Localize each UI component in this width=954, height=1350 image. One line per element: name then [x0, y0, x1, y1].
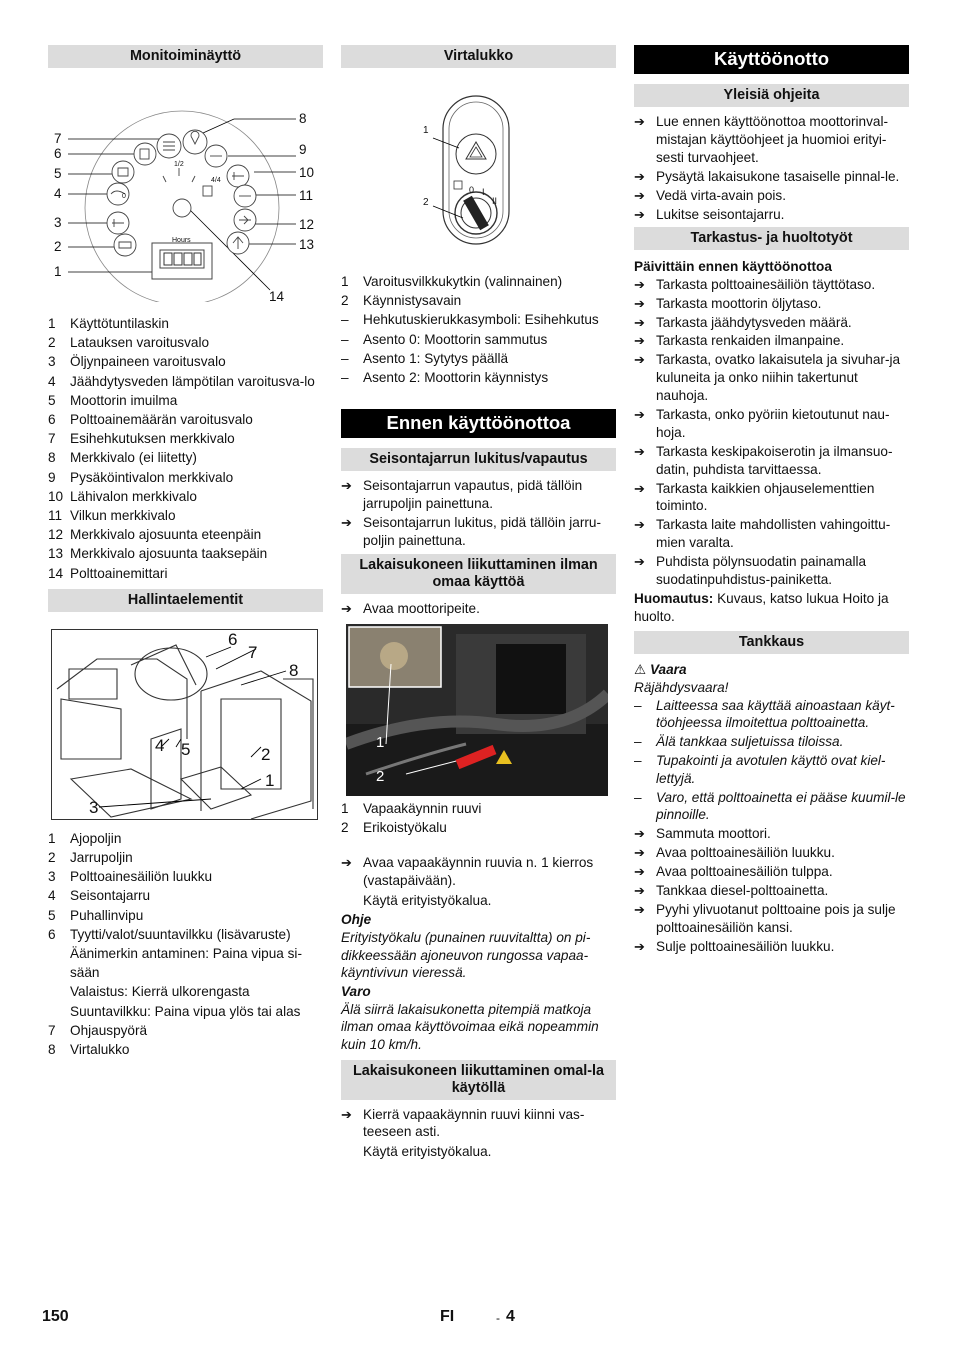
key-callout-1: 1 — [423, 125, 429, 136]
ignition-lock-illustration — [341, 68, 616, 248]
item-text: Jäähdytysveden lämpötilan varoitusva-lo — [70, 373, 315, 389]
item-number: 10 — [48, 488, 64, 504]
arrow-icon: ➔ — [341, 515, 352, 530]
move-step-open-hood: ➔ Avaa moottoripeite. — [341, 600, 480, 616]
list-item — [48, 544, 323, 563]
note-text: Erityistyökalu (punainen ruuvitaltta) on pi-dikkeessään ajoneuvon rungossa vapaa-käyntivivun vieressä. — [341, 929, 591, 981]
arrow-icon: ➔ — [634, 845, 645, 861]
dash-text: Älä tankkaa suljetuissa tiloissa. — [656, 734, 844, 750]
step-item — [634, 187, 909, 205]
arrow-icon: ➔ — [634, 276, 645, 292]
step-text: Pyyhi ylivuotanut polttoaine pois ja sulje polttoainesäiliön kansi. — [656, 902, 896, 936]
step-text: Tarkasta, onko pyöriin kietoutunut nau-hoja. — [656, 407, 890, 440]
item-number: 4 — [48, 888, 56, 904]
list-item — [48, 1021, 323, 1040]
column-3 — [634, 45, 909, 957]
item-number: 6 — [48, 926, 56, 942]
danger-subtitle: Räjähdysvaara! — [634, 680, 729, 696]
language-code: FI — [440, 1308, 455, 1325]
step-text: Tarkasta jäähdytysveden määrä. — [656, 314, 852, 330]
dash-item — [634, 733, 909, 751]
step-item — [634, 443, 909, 479]
item-text: Puhallinvipu — [70, 907, 144, 923]
key-position-1: I — [482, 187, 485, 197]
item-text: Polttoainesäiliön luukku — [70, 869, 213, 885]
controls-callout-4: 4 — [155, 735, 165, 755]
arrow-icon: ➔ — [634, 443, 645, 459]
list-item — [48, 410, 323, 429]
item-number: 2 — [341, 293, 349, 309]
heading-startup: Käyttöönotto — [634, 45, 909, 74]
item-text: Tyytti/valot/suuntavilkku (lisävaruste) — [70, 926, 291, 942]
step-item — [634, 206, 909, 224]
item-text: Polttoainemäärän varoitusvalo — [70, 412, 253, 428]
callout-13: 13 — [299, 237, 315, 252]
list-item — [341, 291, 616, 310]
step-item — [634, 276, 909, 294]
arrow-icon: ➔ — [634, 407, 645, 423]
list-item — [48, 564, 323, 583]
list-item — [48, 867, 323, 886]
brake-step-list — [341, 477, 616, 549]
note-title: Ohje — [341, 911, 372, 927]
item-text: Moottorin imuilma — [70, 392, 178, 408]
heading-parking-brake: Seisontajarrun lukitus/vapautus — [341, 448, 616, 471]
callout-6: 6 — [54, 146, 62, 161]
dash-marker: – — [634, 734, 642, 750]
step-text: Sammuta moottori. — [656, 826, 771, 842]
item-number: 1 — [48, 830, 56, 846]
step-item — [634, 314, 909, 332]
step-item — [634, 863, 909, 881]
arrow-icon: ➔ — [634, 517, 645, 533]
list-item — [48, 925, 323, 944]
list-item — [48, 429, 323, 448]
item-text: Vapaakäynnin ruuvi — [363, 800, 482, 816]
dash-item — [341, 349, 616, 368]
step-item — [634, 332, 909, 350]
key-callout-2: 2 — [423, 197, 429, 208]
item-text: Käyttötuntilaskin — [70, 316, 169, 331]
callout-2: 2 — [54, 239, 62, 254]
item-number: 3 — [48, 354, 56, 370]
dash-text: Varo, että polttoainetta ei pääse kuumil-le pinnoille. — [656, 789, 906, 823]
item-text: Virtalukko — [70, 1042, 130, 1058]
callout-3: 3 — [54, 215, 62, 230]
step-text: Tankkaa diesel-polttoainetta. — [656, 883, 829, 899]
item-text: Jarrupoljin — [70, 850, 133, 866]
callout-8: 8 — [299, 111, 307, 126]
controls-item-list — [48, 829, 323, 944]
remark — [634, 590, 909, 625]
danger-title-row — [634, 660, 909, 679]
item-number: 1 — [341, 274, 349, 289]
item-text: Vilkun merkkivalo — [70, 508, 176, 524]
caution-title: Varo — [341, 983, 371, 999]
arrow-icon: ➔ — [634, 295, 645, 311]
step-text: Puhdista pölynsuodatin painamalla suodatinpuhdistus-painiketta. — [656, 554, 867, 587]
remark-label: Huomautus: — [634, 590, 714, 606]
step-text: Tarkasta renkaiden ilmanpaine. — [656, 333, 845, 349]
fuel-step-list — [634, 825, 909, 956]
step-text: Tarkasta kaikkien ohjauselementtien toiminto. — [656, 480, 875, 514]
dash-item — [341, 330, 616, 349]
heading-ignition-lock: Virtalukko — [341, 45, 616, 68]
list-item — [48, 372, 323, 391]
danger-dash-list — [634, 697, 909, 824]
item-text: Ajopoljin — [70, 830, 122, 846]
arrow-icon: ➔ — [634, 480, 645, 496]
list-item — [48, 352, 323, 371]
dash-item — [341, 310, 616, 329]
key-position-0: 0 — [469, 185, 475, 195]
item-text: Latauksen varoitusvalo — [70, 335, 210, 351]
dash-marker: – — [634, 789, 642, 805]
dash-marker: – — [341, 312, 349, 328]
gauge-illustration — [48, 68, 323, 302]
caution-text: Älä siirrä lakaisukonetta pitempiä matkoja ilman omaa käyttövoimaa eikä nopeammin kuin 10 km/h. — [341, 1001, 599, 1052]
list-item — [48, 1040, 323, 1059]
item-text: Öljynpaineen varoitusvalo — [70, 354, 226, 370]
heading-monitor-display: Monitoiminäyttö — [48, 45, 323, 68]
key-dash-list — [341, 310, 616, 387]
footer-section-number: 4 — [506, 1308, 515, 1325]
step-item — [634, 406, 909, 442]
arrow-icon: ➔ — [341, 854, 352, 870]
engine-photo-illustration — [346, 624, 608, 796]
callout-14: 14 — [269, 289, 285, 304]
gauge-zero-label: 0 — [122, 193, 126, 200]
list-item — [48, 314, 323, 333]
dash-item — [634, 697, 909, 732]
callout-5: 5 — [54, 166, 62, 181]
arrow-icon: ➔ — [341, 1106, 352, 1122]
column-1 — [48, 45, 323, 1059]
item-number: 1 — [341, 800, 349, 816]
dash-text: Laitteessa saa käyttää ainoastaan käyt-töohjeessa ilmoitettua polttoainetta. — [656, 697, 895, 731]
step-text: Pysäytä lakaisukone tasaiselle pinnal-le. — [656, 168, 900, 184]
step-item — [634, 113, 909, 166]
item-text: Ohjauspyörä — [70, 1022, 148, 1038]
dash-marker: – — [634, 753, 642, 769]
warning-triangle-icon: ⚠ — [634, 662, 647, 678]
controls-callout-7: 7 — [248, 642, 258, 662]
step-item — [634, 168, 909, 186]
step-text: Sulje polttoainesäiliön luukku. — [656, 939, 835, 955]
dash-text: Asento 1: Sytytys päällä — [363, 350, 509, 366]
dash-item — [634, 789, 909, 824]
arrow-icon: ➔ — [634, 554, 645, 570]
item-number: 13 — [48, 546, 64, 562]
controls-callout-8: 8 — [289, 660, 299, 680]
arrow-icon: ➔ — [634, 206, 645, 222]
list-item — [48, 448, 323, 467]
controls-illustration — [51, 629, 319, 821]
step-text: Tarkasta keskipakoiserotin ja ilmansuo-datin, puhdista tarvittaessa. — [656, 443, 893, 477]
daily-step-list — [634, 276, 909, 589]
sub-item: Valaistus: Kierrä ulkorengasta — [70, 984, 250, 1000]
item-number: 14 — [48, 565, 64, 581]
controls-callout-5: 5 — [181, 739, 191, 759]
monitor-item-list — [48, 314, 323, 583]
item-number: 2 — [48, 335, 56, 351]
dash-marker: – — [341, 350, 349, 366]
arrow-icon: ➔ — [634, 114, 645, 129]
gauge-full-label: 4/4 — [211, 177, 221, 184]
heading-refuelling: Tankkaus — [634, 631, 909, 654]
item-number: 2 — [48, 850, 56, 866]
callout-4: 4 — [54, 186, 62, 201]
item-number: 9 — [48, 469, 56, 485]
list-item — [48, 391, 323, 410]
dash-text: Tupakointi ja avotulen käyttö ovat kiel-lettyjä. — [656, 753, 886, 786]
step-item — [634, 351, 909, 404]
list-item — [48, 848, 323, 867]
list-item — [48, 525, 323, 544]
controls-callout-2: 2 — [261, 744, 271, 764]
dash-marker: – — [341, 370, 349, 386]
engine-callout-1: 1 — [376, 733, 385, 751]
callout-12: 12 — [299, 217, 315, 232]
step-text: Tarkasta moottorin öljytaso. — [656, 295, 822, 311]
item-text: Merkkivalo ajosuunta eteenpäin — [70, 527, 262, 543]
list-item — [48, 506, 323, 525]
heading-before-startup: Ennen käyttöönottoa — [341, 409, 616, 438]
list-item — [48, 906, 323, 925]
item-number: 8 — [48, 450, 56, 466]
list-item — [48, 333, 323, 352]
callout-10: 10 — [299, 165, 315, 180]
callout-9: 9 — [299, 142, 307, 157]
arrow-icon: ➔ — [634, 883, 645, 899]
list-item — [341, 818, 616, 837]
dash-marker: – — [634, 697, 642, 713]
list-item — [48, 487, 323, 506]
item-number: 3 — [48, 869, 56, 885]
arrow-icon: ➔ — [634, 826, 645, 842]
step-item — [634, 295, 909, 313]
page-number: 150 — [42, 1308, 69, 1325]
item-text: Käynnistysavain — [363, 293, 462, 309]
item-number: 5 — [48, 907, 56, 923]
step-text: Tarkasta laite mahdollisten vahingoittu-mien varalta. — [656, 517, 891, 551]
column-2 — [341, 45, 616, 1162]
dash-marker: – — [341, 331, 349, 347]
arrow-icon: ➔ — [634, 352, 645, 368]
sub-item: Äänimerkin antaminen: Paina vipua si-sään — [70, 946, 302, 981]
controls-callout-3: 3 — [89, 797, 99, 817]
gauge-hours-label: Hours — [172, 237, 191, 244]
step-text: Lue ennen käyttöönottoa moottorinval-mistajan käyttöohjeet ja huomioi erityi-sesti turvaohjeet. — [656, 114, 889, 165]
heading-move-with-drive: Lakaisukoneen liikuttaminen omal-la käytöllä — [341, 1060, 616, 1100]
callout-11: 11 — [299, 188, 314, 203]
figure-ignition-lock — [341, 68, 616, 248]
step-text: Avaa polttoainesäiliön luukku. — [656, 845, 835, 861]
item-text: Varoitusvilkkukytkin (valinnainen) — [363, 274, 563, 289]
list-item — [341, 799, 616, 818]
item-number: 5 — [48, 392, 56, 408]
arrow-icon: ➔ — [634, 314, 645, 330]
callout-7: 7 — [54, 131, 62, 146]
step-text: Lukitse seisontajarru. — [656, 206, 785, 222]
arrow-icon: ➔ — [341, 600, 352, 616]
danger-title: Vaara — [649, 662, 687, 678]
item-number: 7 — [48, 1022, 56, 1038]
dash-text: Asento 0: Moottorin sammutus — [363, 331, 548, 347]
controls-item-list-2 — [48, 1021, 323, 1059]
step-item — [634, 516, 909, 552]
remark-text: Kuvaus, katso lukua Hoito ja huolto. — [634, 590, 889, 624]
arrow-icon: ➔ — [634, 939, 645, 955]
controls-callout-6: 6 — [228, 629, 238, 649]
heading-general-instructions: Yleisiä ohjeita — [634, 84, 909, 107]
move-step-open-screw: ➔ Avaa vapaakäynnin ruuvia n. 1 kierros (vastapäivään). — [341, 854, 594, 888]
item-number: 11 — [48, 508, 63, 524]
move-step-sub: Käytä erityistyökalua. — [363, 892, 492, 908]
arrow-icon: ➔ — [634, 187, 645, 203]
step-item — [634, 938, 909, 956]
step-text: Avaa polttoainesäiliön tulppa. — [656, 864, 833, 880]
arrow-icon: ➔ — [634, 864, 645, 880]
dash-item — [341, 368, 616, 387]
list-item — [341, 272, 616, 291]
figure-monitor-display — [48, 68, 323, 302]
item-number: 8 — [48, 1042, 56, 1058]
dash-text: Hehkutuskierukkasymboli: Esihehkutus — [363, 312, 599, 328]
heading-move-without-drive: Lakaisukoneen liikuttaminen ilman omaa käyttöä — [341, 554, 616, 594]
heading-controls: Hallintaelementit — [48, 589, 323, 612]
step-item — [634, 480, 909, 516]
arrow-icon: ➔ — [634, 902, 645, 918]
item-text: Merkkivalo (ei liitetty) — [70, 450, 197, 466]
step-item — [634, 553, 909, 589]
step-item — [341, 514, 616, 550]
heading-inspection-maintenance: Tarkastus- ja huoltotyöt — [634, 227, 909, 250]
dash-item — [634, 752, 909, 787]
step-item — [634, 882, 909, 900]
list-item — [48, 829, 323, 848]
engine-callout-2: 2 — [376, 767, 385, 785]
step-item — [634, 901, 909, 937]
step-text: Seisontajarrun vapautus, pidä tällöin jarrupoljin painettuna. — [363, 478, 583, 512]
item-number: 2 — [341, 819, 349, 835]
step-item — [634, 844, 909, 862]
power-step-sub: Käytä erityistyökalua. — [363, 1144, 492, 1160]
daily-title: Päivittäin ennen käyttöönottoa — [634, 258, 832, 274]
figure-engine-compartment — [346, 624, 616, 796]
step-text: Tarkasta polttoainesäiliön täyttötaso. — [656, 276, 876, 292]
item-text: Merkkivalo ajosuunta taaksepäin — [70, 546, 268, 562]
dash-text: Asento 2: Moottorin käynnistys — [363, 370, 549, 386]
key-item-list — [341, 272, 616, 310]
item-text: Erikoistyökalu — [363, 819, 447, 835]
controls-sub-list — [48, 944, 323, 1021]
engine-item-list — [341, 799, 616, 837]
step-item — [341, 477, 616, 513]
item-text: Lähivalon merkkivalo — [70, 488, 197, 504]
step-text: Vedä virta-avain pois. — [656, 187, 786, 203]
arrow-icon: ➔ — [634, 333, 645, 349]
list-item — [48, 468, 323, 487]
item-text: Esihehkutuksen merkkivalo — [70, 431, 235, 447]
item-text: Polttoainemittari — [70, 565, 168, 581]
power-step: ➔ Kierrä vapaakäynnin ruuvi kiinni vas-teeseen asti. — [341, 1106, 585, 1140]
key-position-2: II — [492, 196, 498, 206]
item-number: 12 — [48, 527, 64, 543]
sub-item: Suuntavilkku: Paina vipua ylös tai alas — [70, 1003, 301, 1019]
figure-controls — [51, 629, 323, 825]
item-number: 7 — [48, 431, 56, 447]
controls-callout-1: 1 — [265, 770, 275, 790]
callout-1: 1 — [54, 264, 62, 279]
gauge-half-label: 1/2 — [174, 161, 184, 168]
item-number: 1 — [48, 316, 56, 331]
item-text: Pysäköintivalon merkkivalo — [70, 469, 234, 485]
item-number: 6 — [48, 412, 56, 428]
arrow-icon: ➔ — [634, 168, 645, 184]
item-number: 4 — [48, 373, 56, 389]
step-item — [634, 825, 909, 843]
arrow-icon: ➔ — [341, 478, 352, 494]
step-text: Tarkasta, ovatko lakaisutela ja sivuhar-ja kuluneita ja onko niihin takertunut nauhoja. — [656, 352, 901, 404]
item-text: Seisontajarru — [70, 888, 151, 904]
general-step-list — [634, 113, 909, 223]
step-text: Seisontajarrun lukitus, pidä tällöin jarru-poljin painettuna. — [363, 515, 602, 548]
footer-dash: - — [496, 1311, 500, 1325]
list-item — [48, 886, 323, 905]
